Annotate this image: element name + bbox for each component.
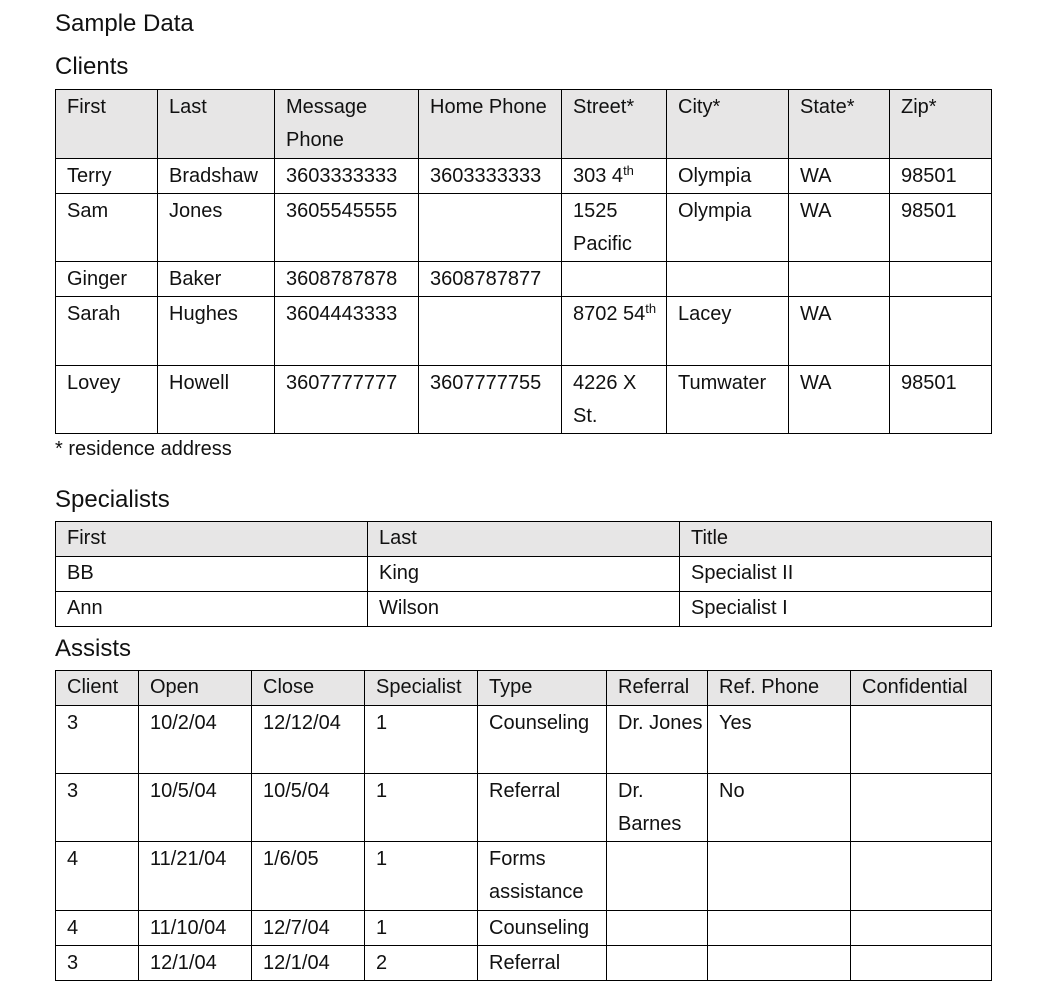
assists-header-confidential: Confidential [851,671,992,706]
assists-header-open: Open [139,671,252,706]
table-cell: Referral [478,946,607,981]
clients-header-street: Street* [562,90,667,159]
table-cell: Counseling [478,706,607,774]
table-row [56,159,992,194]
table-cell [851,706,992,774]
table-cell: 10/5/04 [139,774,252,842]
specialists-table [55,521,992,627]
table-cell: Ginger [56,262,158,297]
table-cell: 3 [56,706,139,774]
table-cell: 12/7/04 [252,911,365,946]
clients-header-zip: Zip* [890,90,992,159]
ordinal-suffix: th [623,163,634,178]
specialists-header-row [56,522,992,557]
table-cell: Forms assistance [478,842,607,911]
table-row [56,297,992,366]
specialists-header-first: First [56,522,368,557]
clients-header-row [56,90,992,159]
table-cell [562,297,667,366]
table-cell: Yes [708,706,851,774]
table-cell: Specialist I [680,592,992,627]
table-cell: Olympia [667,159,789,194]
table-cell: 1 [365,774,478,842]
assists-header-type: Type [478,671,607,706]
table-cell: Ann [56,592,368,627]
table-cell: 11/21/04 [139,842,252,911]
table-cell: Olympia [667,194,789,262]
table-cell: WA [789,366,890,434]
assists-header-row [56,671,992,706]
table-cell [890,262,992,297]
table-cell: 2 [365,946,478,981]
table-row [56,842,992,911]
table-cell [667,262,789,297]
table-row [56,946,992,981]
table-cell: Baker [158,262,275,297]
table-row [56,706,992,774]
clients-header-last: Last [158,90,275,159]
table-cell: 4 [56,842,139,911]
table-row [56,262,992,297]
table-cell: BB [56,557,368,592]
table-cell: Jones [158,194,275,262]
table-cell: 12/1/04 [139,946,252,981]
ordinal-suffix: th [645,301,657,316]
specialists-header-title: Title [680,522,992,557]
table-cell: 3605545555 [275,194,419,262]
table-cell [789,262,890,297]
table-cell: 12/12/04 [252,706,365,774]
table-cell [708,842,851,911]
table-cell [851,842,992,911]
residence-footnote: * residence address [55,438,232,460]
table-cell: King [368,557,680,592]
table-cell: 3604443333 [275,297,419,366]
table-cell: 11/10/04 [139,911,252,946]
table-cell [851,774,992,842]
table-row [56,911,992,946]
table-cell: Lovey [56,366,158,434]
table-cell: 10/5/04 [252,774,365,842]
table-cell: 3608787878 [275,262,419,297]
table-cell: No [708,774,851,842]
street-number: 303 4 [573,165,624,187]
table-cell: 98501 [890,159,992,194]
table-cell [708,946,851,981]
table-cell: Hughes [158,297,275,366]
table-cell: Lacey [667,297,789,366]
table-cell: 4 [56,911,139,946]
table-cell: 10/2/04 [139,706,252,774]
clients-header-message-phone: Message Phone [275,90,419,159]
table-cell [890,297,992,366]
street-number: 8702 54 [573,303,646,325]
clients-header-home-phone: Home Phone [419,90,562,159]
clients-table [55,89,992,434]
table-cell: 3603333333 [275,159,419,194]
table-cell: 1525 Pacific [562,194,667,262]
page-title: Sample Data [55,10,194,37]
table-cell: Sarah [56,297,158,366]
table-cell: 3607777755 [419,366,562,434]
clients-header-city: City* [667,90,789,159]
specialists-header-last: Last [368,522,680,557]
assists-table [55,670,992,981]
assists-header-referral: Referral [607,671,708,706]
assists-header-close: Close [252,671,365,706]
table-cell: 12/1/04 [252,946,365,981]
table-cell: 1 [365,842,478,911]
table-cell: 1/6/05 [252,842,365,911]
table-cell: 3603333333 [419,159,562,194]
specialists-heading: Specialists [55,486,170,513]
assists-header-specialist: Specialist [365,671,478,706]
assists-heading: Assists [55,635,132,662]
table-row [56,557,992,592]
table-cell: 98501 [890,366,992,434]
table-cell [607,946,708,981]
table-row [56,194,992,262]
table-cell [419,194,562,262]
table-cell: 3 [56,774,139,842]
assists-header-ref-phone: Ref. Phone [708,671,851,706]
table-cell [562,159,667,194]
table-cell [708,911,851,946]
table-cell: Referral [478,774,607,842]
table-row [56,592,992,627]
table-cell: WA [789,194,890,262]
table-cell [851,946,992,981]
table-cell: Bradshaw [158,159,275,194]
table-cell [851,911,992,946]
table-row [56,366,992,434]
table-cell: 4226 X St. [562,366,667,434]
table-cell: 1 [365,911,478,946]
table-cell: Tumwater [667,366,789,434]
table-cell [562,262,667,297]
table-row [56,774,992,842]
table-cell: 3 [56,946,139,981]
table-cell: Specialist II [680,557,992,592]
table-cell [607,911,708,946]
assists-header-client: Client [56,671,139,706]
table-cell: 98501 [890,194,992,262]
table-cell: Wilson [368,592,680,627]
table-cell [607,842,708,911]
table-cell: WA [789,159,890,194]
table-cell: 1 [365,706,478,774]
table-cell: Sam [56,194,158,262]
clients-header-first: First [56,90,158,159]
table-cell: Howell [158,366,275,434]
table-cell: 3607777777 [275,366,419,434]
table-cell: Terry [56,159,158,194]
clients-heading: Clients [55,53,129,80]
table-cell: Counseling [478,911,607,946]
table-cell: 3608787877 [419,262,562,297]
table-cell: WA [789,297,890,366]
table-cell: Dr. Barnes [607,774,708,842]
table-cell: Dr. Jones [607,706,708,774]
table-cell [419,297,562,366]
clients-header-state: State* [789,90,890,159]
